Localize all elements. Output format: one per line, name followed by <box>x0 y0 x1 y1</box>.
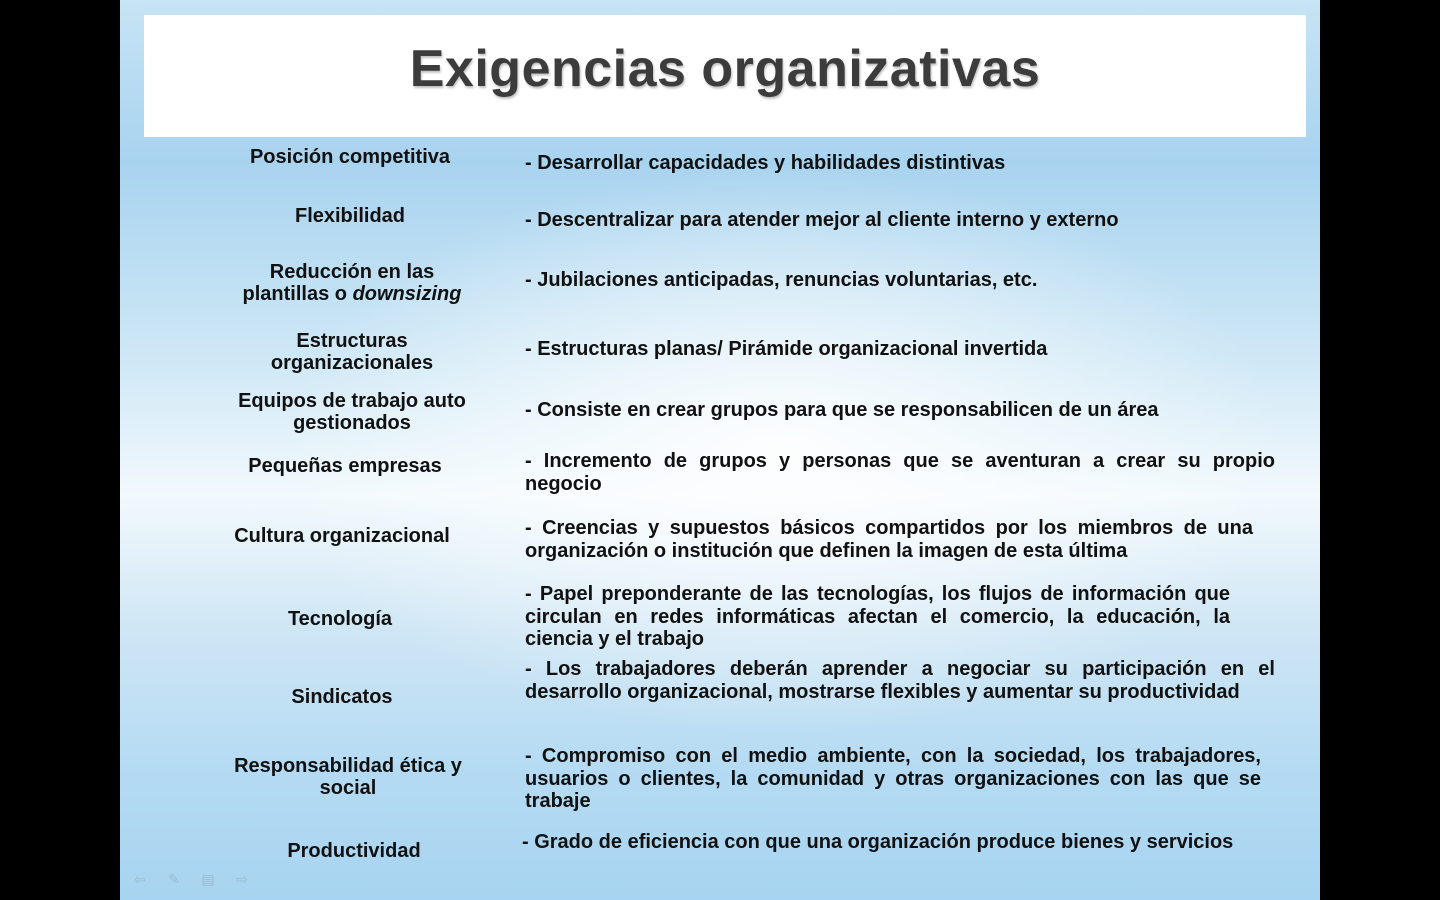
desc-productividad: - Grado de eficiencia con que una organización produce bienes y servicios <box>522 831 1234 853</box>
desc-estructuras-organizacionales: - Estructuras planas/ Pirámide organizacional invertida <box>525 338 1048 360</box>
term-reduccion-line1: Reducción en las <box>269 261 435 283</box>
slide-title: Exigencias organizativas <box>409 40 1041 98</box>
slideshow-controls <box>130 872 252 888</box>
term-cultura-organizacional: Cultura organizacional <box>234 525 450 547</box>
term-responsabilidad-etica: Responsabilidad ética y social <box>234 755 462 799</box>
desc-sindicatos: - Los trabajadores deberán aprender a negociar su participación en el desarrollo organizacional, mostrarse flexibles y aumentar su productividad <box>525 658 1275 703</box>
desc-tecnologia: - Papel preponderante de las tecnologías, los flujos de información que circulan en redes informáticas afectan el comercio, la educación, la ciencia y el trabajo <box>525 583 1230 650</box>
term-tecnologia: Tecnología <box>287 608 393 630</box>
term-estructuras-organizacionales: Estructuras organizacionales <box>270 330 434 374</box>
term-productividad: Productividad <box>287 840 421 862</box>
presentation-slide <box>120 0 1320 900</box>
desc-reduccion-plantillas: - Jubilaciones anticipadas, renuncias voluntarias, etc. <box>525 269 1038 291</box>
term-posicion-competitiva: Posición competitiva <box>249 146 451 168</box>
term-reduccion-line2a: plantillas o <box>242 283 353 305</box>
desc-posicion-competitiva: - Desarrollar capacidades y habilidades distintivas <box>525 152 1006 174</box>
desc-cultura-organizacional: - Creencias y supuestos básicos compartidos por los miembros de una organización o institución que definen la imagen de esta última <box>525 517 1253 562</box>
term-equipos-trabajo: Equipos de trabajo auto gestionados <box>238 390 466 434</box>
desc-flexibilidad: - Descentralizar para atender mejor al cliente interno y externo <box>525 209 1119 231</box>
desc-pequenas-empresas: - Incremento de grupos y personas que se aventuran a crear su propio negocio <box>525 450 1275 495</box>
term-pequenas-empresas: Pequeñas empresas <box>248 455 442 477</box>
term-flexibilidad: Flexibilidad <box>294 205 406 227</box>
menu-icon[interactable]: ▤ <box>201 872 215 888</box>
desc-equipos-trabajo: - Consiste en crear grupos para que se responsabilicen de un área <box>525 399 1159 421</box>
term-sindicatos: Sindicatos <box>291 686 393 708</box>
term-reduccion-plantillas <box>207 261 497 305</box>
previous-arrow-icon[interactable]: ⇦ <box>134 872 146 888</box>
next-arrow-icon[interactable]: ⇨ <box>236 872 248 888</box>
term-reduccion-downsizing: downsizing <box>352 283 462 305</box>
pen-icon[interactable]: ✎ <box>168 872 180 888</box>
title-box <box>144 15 1306 137</box>
desc-responsabilidad-etica: - Compromiso con el medio ambiente, con la sociedad, los trabajadores, usuarios o clientes, la comunidad y otras organizaciones con las que se trabaje <box>525 745 1261 812</box>
